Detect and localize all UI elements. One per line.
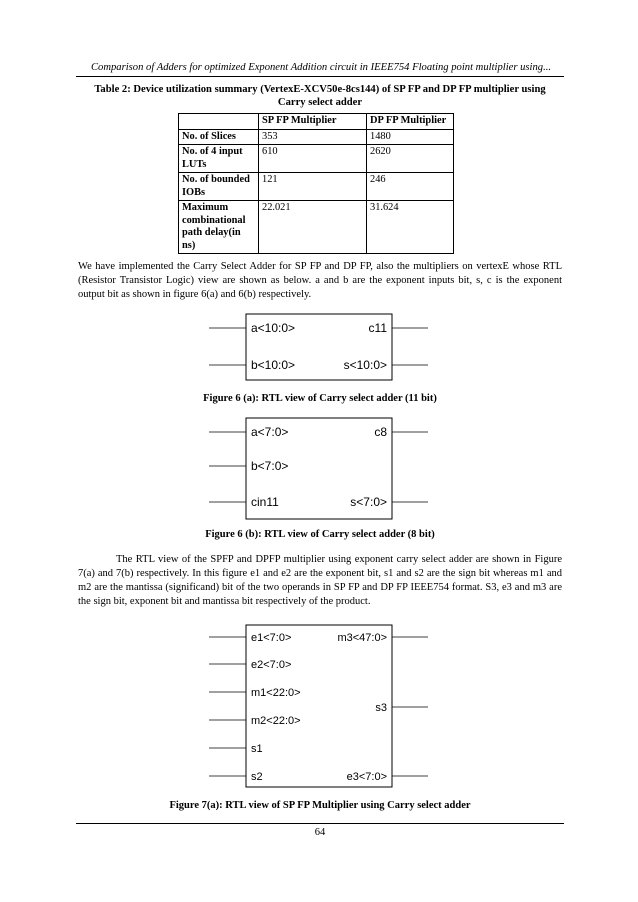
output-port-label: s3 — [375, 702, 387, 714]
input-port-label: a<10:0> — [251, 321, 296, 335]
figure-6b-caption: Figure 6 (b): RTL view of Carry select adder (8 bit) — [205, 529, 435, 540]
input-port-label: m2<22:0> — [251, 715, 301, 727]
figure-7a-caption: Figure 7(a): RTL view of SP FP Multiplier using Carry select adder — [169, 800, 471, 811]
input-port-label: e2<7:0> — [251, 659, 292, 671]
dp-value-cell: 2620 — [367, 145, 454, 173]
output-port-label: m3<47:0> — [337, 632, 387, 644]
input-port-label: b<7:0> — [251, 459, 289, 473]
row-label: No. of bounded IOBs — [179, 173, 259, 201]
figure-7a-block — [209, 625, 428, 787]
input-port-label: b<10:0> — [251, 358, 296, 372]
footer-rule — [76, 823, 564, 824]
dp-value-cell: 1480 — [367, 129, 454, 145]
paragraph-rtl-multiplier: The RTL view of the SPFP and DPFP multiplier using exponent carry select adder are shown in Figure 7(a) and 7(b) respectively. In this figure e1 and e2 are the exponent bit, s1 and s2 are the sign bit whereas m1 and m2 are the mantissa (significand) bit of the two operands in SP FP and DP FP IEEE754 format. S3, e3 and m3 are the sign bit, exponent bit and mantissa bit respectively of the product. — [78, 554, 562, 607]
output-port-label: s<10:0> — [343, 358, 387, 372]
column-header-sp: SP FP Multiplier — [259, 114, 367, 130]
sp-value-cell: 22.021 — [259, 201, 367, 254]
row-label: No. of 4 input LUTs — [179, 145, 259, 173]
input-port-label: cin11 — [251, 495, 279, 509]
table-2-caption: Table 2: Device utilization summary (VertexE-XCV50e-8cs144) of SP FP and DP FP multiplier using Carry select adder — [94, 84, 546, 108]
output-port-label: c11 — [368, 321, 387, 335]
output-port-label: e3<7:0> — [346, 771, 387, 783]
figure-6a-block — [209, 314, 428, 380]
row-label: No. of Slices — [179, 129, 259, 145]
input-port-label: a<7:0> — [251, 425, 289, 439]
output-port-label: s<7:0> — [350, 495, 387, 509]
sp-value-cell: 121 — [259, 173, 367, 201]
input-port-label: s2 — [251, 771, 263, 783]
running-header: Comparison of Adders for optimized Exponent Addition circuit in IEEE754 Floating point multiplier using... — [90, 62, 552, 73]
row-label: Maximum combinational path delay(in ns) — [179, 201, 259, 254]
dp-value-cell: 31.624 — [367, 201, 454, 254]
input-port-label: s1 — [251, 743, 263, 755]
dp-value-cell: 246 — [367, 173, 454, 201]
figure-6b-block — [209, 418, 428, 519]
input-port-label: m1<22:0> — [251, 687, 301, 699]
figure-6a-caption: Figure 6 (a): RTL view of Carry select adder (11 bit) — [203, 393, 437, 404]
page-number: 64 — [314, 827, 326, 838]
output-port-label: c8 — [374, 425, 387, 439]
sp-value-cell: 353 — [259, 129, 367, 145]
input-port-label: e1<7:0> — [251, 632, 292, 644]
column-header-dp: DP FP Multiplier — [367, 114, 454, 130]
sp-value-cell: 610 — [259, 145, 367, 173]
paragraph-rtl-intro: We have implemented the Carry Select Adder for SP FP and DP FP, also the multipliers on vertexE whose RTL (Resistor Transistor Logic) view are shown as below. a and b are the exponent inputs bit, s, c is the exponent output bit as shown in figure 6(a) and 6(b) respectively. — [78, 261, 562, 300]
